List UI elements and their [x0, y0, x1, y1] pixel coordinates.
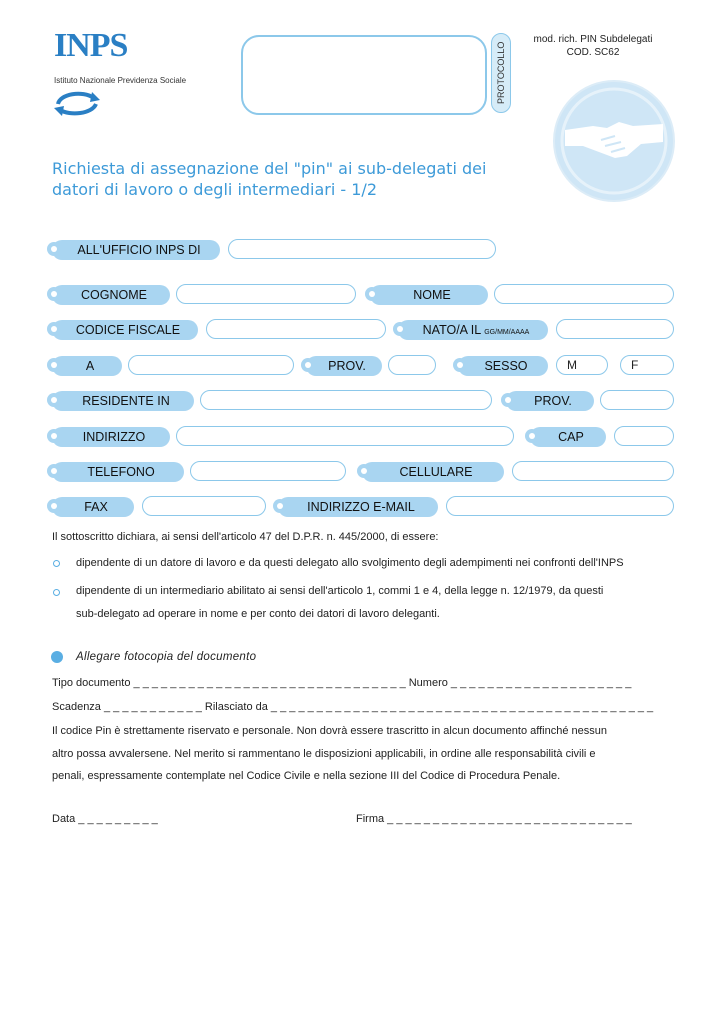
title-line2: datori di lavoro o degli intermediari - 1/2	[52, 180, 377, 199]
ufficio-field[interactable]	[228, 239, 496, 259]
attach-text: Allegare fotocopia del documento	[76, 651, 257, 663]
nato-il-label: NATO/A IL GG/MM/AAAA	[398, 320, 548, 340]
nato-il-field[interactable]	[556, 319, 674, 339]
codice-fiscale-field[interactable]	[206, 319, 386, 339]
privacy-text: Il codice Pin è strettamente riservato e personale. Non dovrà essere trascritto in alcun documento affinché nessun altro possa avvalersene. Nel merito si rammentano le disposizioni applicabili, in ordine alle responsabilità civili e penali, espressamente contemplate nel Codice Civile e nella sezione III del Codice di Procedura Penale.	[52, 725, 607, 782]
luogo-label: A	[52, 356, 122, 376]
indirizzo-field[interactable]	[176, 426, 514, 446]
prov-label: PROV.	[306, 356, 382, 376]
page-title	[52, 158, 522, 200]
protocol-box[interactable]	[241, 35, 487, 115]
prov-field[interactable]	[388, 355, 436, 375]
logo-arrows-icon	[52, 88, 102, 123]
cellulare-label: CELLULARE	[362, 462, 504, 482]
logo-subtitle: Istituto Nazionale Previdenza Sociale	[54, 76, 187, 85]
prov-res-field[interactable]	[600, 390, 674, 410]
email-label: INDIRIZZO E-MAIL	[278, 497, 438, 517]
cognome-label: COGNOME	[52, 285, 170, 305]
residente-label: RESIDENTE IN	[52, 391, 194, 411]
fax-field[interactable]	[142, 496, 266, 516]
nome-field[interactable]	[494, 284, 674, 304]
cap-field[interactable]	[614, 426, 674, 446]
codice-fiscale-label: CODICE FISCALE	[52, 320, 198, 340]
prov-res-label: PROV.	[506, 391, 594, 411]
fax-label: FAX	[52, 497, 134, 517]
option2-radio[interactable]	[53, 589, 60, 596]
cognome-field[interactable]	[176, 284, 356, 304]
sesso-m-field[interactable]: M	[556, 355, 608, 375]
sesso-f-field[interactable]: F	[620, 355, 674, 375]
nome-label: NOME	[370, 285, 488, 305]
module-line1: mod. rich. PIN Subdelegati	[533, 34, 653, 45]
doc-expiry-line[interactable]: Scadenza _ _ _ _ _ _ _ _ _ _ _ Rilasciato da _ _ _ _ _ _ _ _ _ _ _ _ _ _ _ _ _ _ _ _ _ _ _ _ _ _ _ _ _ _ _ _ _ _ _ _ _ _ _ _ _ _	[52, 701, 654, 713]
option2-text: dipendente di un intermediario abilitato ai sensi dell'articolo 1, commi 1 e 4, della legge n. 12/1979, da questi sub-delegato ad operare in nome e per conto dei datori di lavoro deleganti.	[76, 585, 604, 620]
option1-text: dipendente di un datore di lavoro e da questi delegato allo svolgimento degli adempimenti nei confronti dell'INPS	[76, 557, 624, 569]
protocol-label: PROTOCOLLO	[491, 33, 511, 113]
date-line[interactable]: Data _ _ _ _ _ _ _ _ _	[52, 813, 158, 825]
declaration-intro: Il sottoscritto dichiara, ai sensi dell'articolo 47 del D.P.R. n. 445/2000, di essere:	[52, 531, 439, 543]
ufficio-label: ALL'UFFICIO INPS DI	[52, 240, 220, 260]
residente-field[interactable]	[200, 390, 492, 410]
indirizzo-label: INDIRIZZO	[52, 427, 170, 447]
doc-type-line[interactable]: Tipo documento _ _ _ _ _ _ _ _ _ _ _ _ _ _ _ _ _ _ _ _ _ _ _ _ _ _ _ _ _ _ Numero _ _ _ _ _ _ _ _ _ _ _ _ _ _ _ _ _ _ _ _	[52, 677, 632, 689]
module-line2: COD. SC62	[566, 47, 620, 58]
sesso-label: SESSO	[458, 356, 548, 376]
attach-bullet	[51, 651, 63, 663]
telefono-label: TELEFONO	[52, 462, 184, 482]
handshake-icon	[553, 80, 675, 202]
cellulare-field[interactable]	[512, 461, 674, 481]
luogo-field[interactable]	[128, 355, 294, 375]
title-line1: Richiesta di assegnazione del "pin" ai sub-delegati dei	[52, 159, 487, 178]
option1-radio[interactable]	[53, 560, 60, 567]
inps-logo: INPS	[54, 27, 128, 64]
telefono-field[interactable]	[190, 461, 346, 481]
module-code	[518, 33, 668, 59]
email-field[interactable]	[446, 496, 674, 516]
signature-line[interactable]: Firma _ _ _ _ _ _ _ _ _ _ _ _ _ _ _ _ _ _ _ _ _ _ _ _ _ _ _	[356, 813, 632, 825]
cap-label: CAP	[530, 427, 606, 447]
